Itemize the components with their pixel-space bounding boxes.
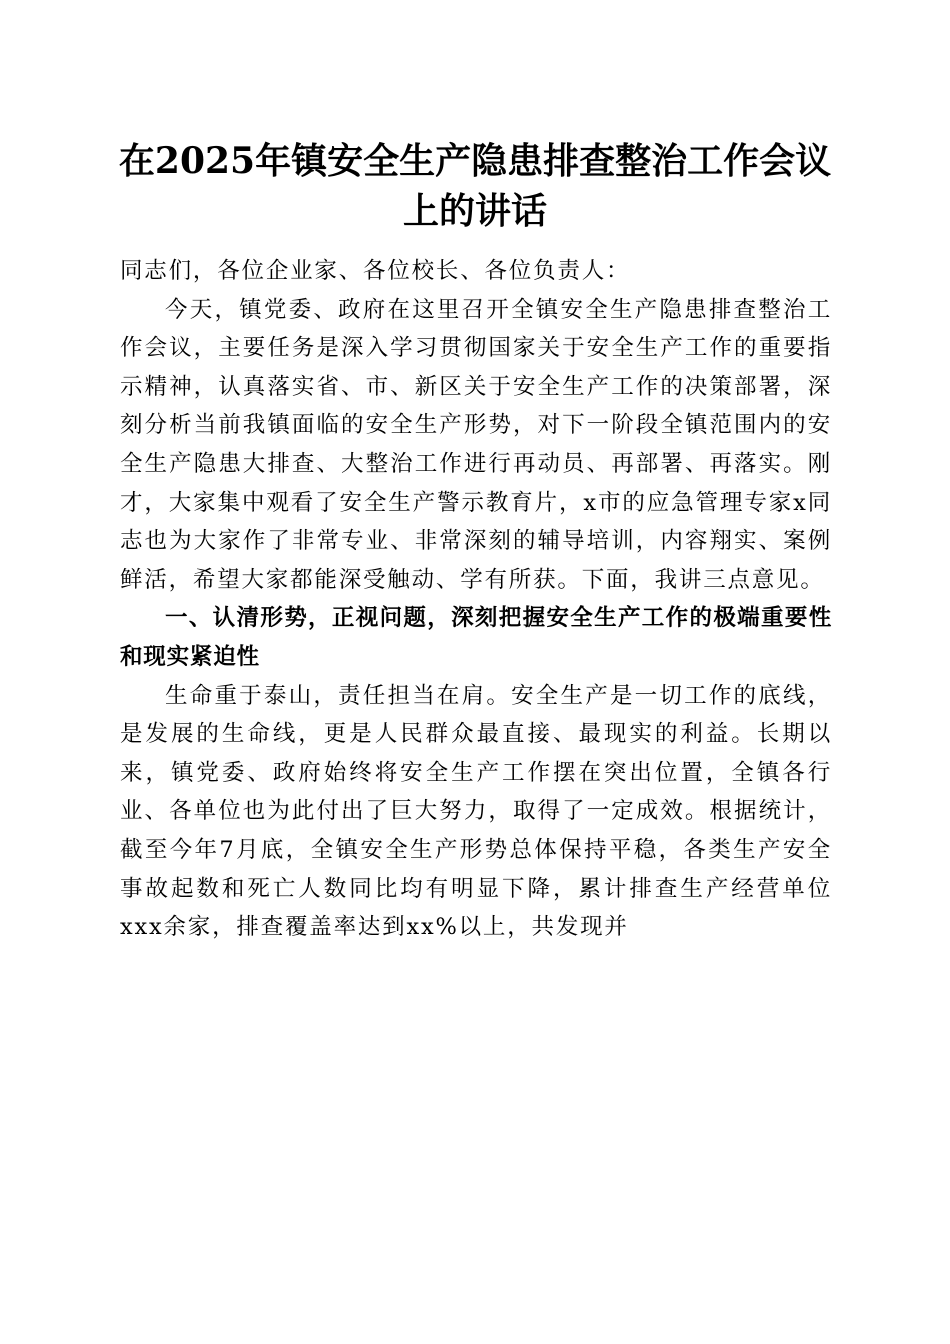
paragraph-opening: 今天，镇党委、政府在这里召开全镇安全生产隐患排查整治工作会议，主要任务是深入学习贯彻国家关于安全生产工作的重要指示精神，认真落实省、市、新区关于安全生产工作的决策部署，深刻分析当前我镇面临的安全生产形势，对下一阶段全镇范围内的安全生产隐患大排查、大整治工作进行再动员、再部署、再落实。刚才，大家集中观看了安全生产警示教育片，x市的应急管理专家x同志也为大家作了非常专业、非常深刻的辅导培训，内容翔实、案例鲜活，希望大家都能深受触动、学有所获。下面，我讲三点意见。 [120, 296, 832, 593]
paragraph-situation: 生命重于泰山，责任担当在肩。安全生产是一切工作的底线，是发展的生命线，更是人民群众最直接、最现实的利益。长期以来，镇党委、政府始终将安全生产工作摆在突出位置，全镇各行业、各单位也为此付出了巨大努力，取得了一定成效。根据统计，截至今年7月底，全镇安全生产形势总体保持平稳，各类生产安全事故起数和死亡人数同比均有明显下降，累计排查生产经营单位xxx余家，排查覆盖率达到xx%以上，共发现并 [120, 682, 832, 941]
document-body [120, 252, 832, 947]
document-title [110, 136, 840, 236]
title-line-1: 在2025年镇安全生产隐患排查整治工作会议 [118, 140, 832, 182]
salutation: 同志们，各位企业家、各位校长、各位负责人： [120, 258, 631, 284]
title-line-2: 上的讲话 [402, 190, 547, 232]
section-heading-1: 一、认清形势，正视问题，深刻把握安全生产工作的极端重要性和现实紧迫性 [120, 605, 832, 670]
